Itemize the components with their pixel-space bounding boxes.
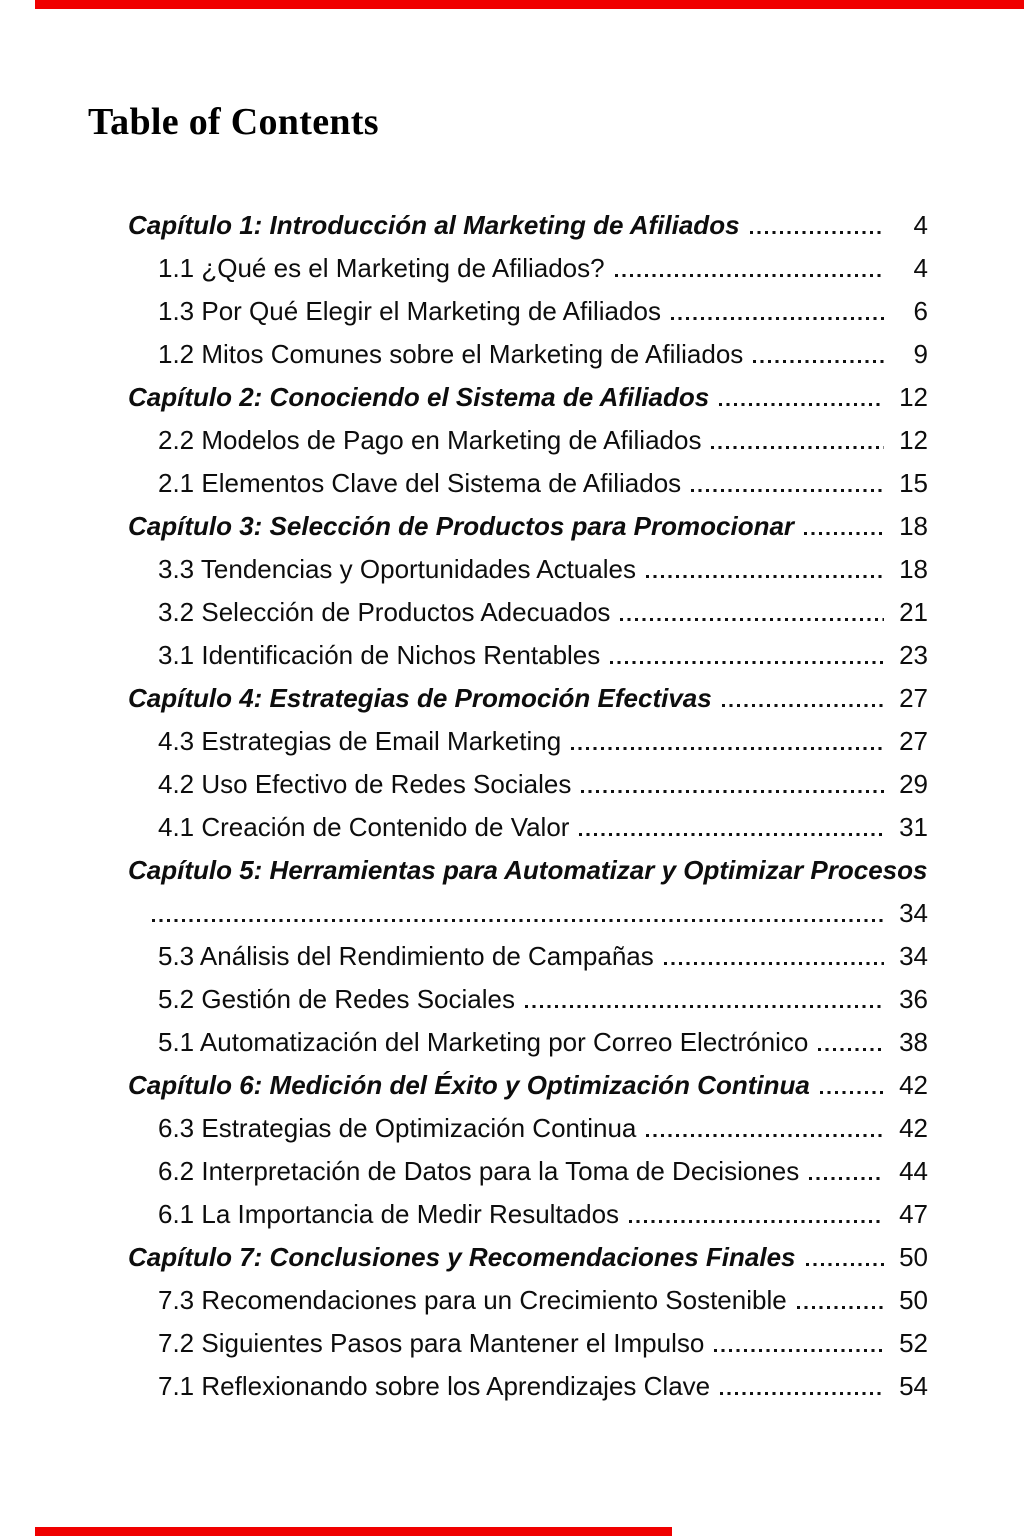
- toc-chapter-entry: [128, 677, 928, 720]
- dot-leader: [750, 231, 884, 234]
- toc-chapter-entry: [128, 1064, 928, 1107]
- toc-entry-page: 31: [899, 812, 928, 842]
- toc-entry-page: 47: [899, 1199, 928, 1229]
- toc-sub-entry: [128, 1279, 928, 1322]
- toc-entry-label: 1.1 ¿Qué es el Marketing de Afiliados?: [158, 253, 605, 283]
- dot-leader: [720, 1392, 884, 1395]
- dot-leader: [691, 489, 884, 492]
- toc-entry-label: 3.1 Identificación de Nichos Rentables: [158, 640, 601, 670]
- toc-chapter-entry: [128, 204, 928, 247]
- toc-sub-entry: [128, 1021, 928, 1064]
- dot-leader: [581, 790, 884, 793]
- toc-entry-label: Capítulo 1: Introducción al Marketing de Afiliados: [128, 210, 740, 240]
- toc-entry-page: 50: [899, 1285, 928, 1315]
- toc-entry-page: 12: [899, 425, 928, 455]
- toc-entry-label: 2.2 Modelos de Pago en Marketing de Afiliados: [158, 425, 702, 455]
- toc-sub-entry: [128, 720, 928, 763]
- dot-leader: [646, 1134, 884, 1137]
- toc-entry-label: Capítulo 7: Conclusiones y Recomendaciones Finales: [128, 1242, 796, 1272]
- toc-sub-entry: [128, 1322, 928, 1365]
- dot-leader: [579, 833, 884, 836]
- toc-sub-entry: [128, 462, 928, 505]
- toc-entry-label: Capítulo 4: Estrategias de Promoción Efectivas: [128, 683, 712, 713]
- toc-entry-label: 5.3 Análisis del Rendimiento de Campañas: [158, 941, 654, 971]
- toc-entry-label: 5.1 Automatización del Marketing por Correo Electrónico: [158, 1027, 809, 1057]
- page-title: Table of Contents: [88, 101, 379, 143]
- toc-entry-label: 6.3 Estrategias de Optimización Continua: [158, 1113, 637, 1143]
- toc-sub-entry: [128, 333, 928, 376]
- toc-sub-entry: [128, 419, 928, 462]
- toc-entry-page: 52: [899, 1328, 928, 1358]
- toc-entry-label: 7.1 Reflexionando sobre los Aprendizajes Clave: [158, 1371, 711, 1401]
- toc-entry-page: 23: [899, 640, 928, 670]
- dot-leader: [664, 962, 884, 965]
- toc-entry-page: 9: [913, 339, 928, 369]
- dot-leader: [711, 446, 884, 449]
- dot-leader: [615, 274, 884, 277]
- dot-leader: [753, 360, 884, 363]
- dot-leader: [671, 317, 884, 320]
- toc-sub-entry: [128, 1193, 928, 1236]
- toc-entry-page: 27: [899, 683, 928, 713]
- dot-leader: [152, 919, 884, 922]
- toc-entry-label: 1.2 Mitos Comunes sobre el Marketing de Afiliados: [158, 339, 744, 369]
- toc-sub-entry: [128, 935, 928, 978]
- toc-entry-label: 1.3 Por Qué Elegir el Marketing de Afiliados: [158, 296, 661, 326]
- toc-entry-page: 44: [899, 1156, 928, 1186]
- toc-entry-page: 42: [899, 1113, 928, 1143]
- dot-leader: [818, 1048, 884, 1051]
- toc-chapter-entry: [128, 505, 928, 548]
- toc-entry-page: 34: [899, 898, 928, 928]
- dot-leader: [610, 661, 884, 664]
- toc-sub-entry: [128, 591, 928, 634]
- toc-entry-page: 15: [899, 468, 928, 498]
- toc-entry-page: 34: [899, 941, 928, 971]
- toc-entry-label: 7.2 Siguientes Pasos para Mantener el Impulso: [158, 1328, 705, 1358]
- toc-entry-label: 3.2 Selección de Productos Adecuados: [158, 597, 611, 627]
- toc-entry-page: 50: [899, 1242, 928, 1272]
- toc-sub-entry: [128, 763, 928, 806]
- toc-entry-label: 4.2 Uso Efectivo de Redes Sociales: [158, 769, 572, 799]
- toc-sub-entry: [128, 1107, 928, 1150]
- toc-entry-page: 4: [913, 210, 928, 240]
- toc-entry-page: 6: [913, 296, 928, 326]
- dot-leader: [620, 618, 884, 621]
- toc-entry-label: Capítulo 5: Herramientas para Automatizar y Optimizar Procesos: [128, 855, 928, 885]
- toc-entry-page: 4: [913, 253, 928, 283]
- toc-sub-entry: [128, 548, 928, 591]
- dot-leader: [571, 747, 884, 750]
- dot-leader: [797, 1306, 884, 1309]
- dot-leader: [722, 704, 884, 707]
- toc-entry-label: 6.2 Interpretación de Datos para la Toma de Decisiones: [158, 1156, 800, 1186]
- toc-entry-label: 5.2 Gestión de Redes Sociales: [158, 984, 515, 1014]
- top-red-bar: [35, 0, 1024, 9]
- toc-entry-label: 2.1 Elementos Clave del Sistema de Afiliados: [158, 468, 682, 498]
- toc-list: [128, 204, 928, 1408]
- dot-leader: [629, 1220, 884, 1223]
- toc-entry-page: 42: [899, 1070, 928, 1100]
- toc-entry-page: 12: [899, 382, 928, 412]
- dot-leader: [719, 403, 884, 406]
- toc-entry-label: 6.1 La Importancia de Medir Resultados: [158, 1199, 620, 1229]
- toc-entry-page: 36: [899, 984, 928, 1014]
- toc-entry-page: 54: [899, 1371, 928, 1401]
- toc-entry-label: 4.1 Creación de Contenido de Valor: [158, 812, 570, 842]
- toc-sub-entry: [128, 290, 928, 333]
- dot-leader: [525, 1005, 884, 1008]
- dot-leader: [806, 1263, 885, 1266]
- toc-sub-entry: [128, 978, 928, 1021]
- dot-leader: [804, 532, 884, 535]
- toc-entry-page: 38: [899, 1027, 928, 1057]
- toc-chapter-entry: [128, 1236, 928, 1279]
- toc-entry-page: 18: [899, 511, 928, 541]
- bottom-red-bar: [35, 1527, 672, 1536]
- dot-leader: [714, 1349, 884, 1352]
- toc-sub-entry: [128, 1150, 928, 1193]
- dot-leader: [646, 575, 884, 578]
- toc-entry-label: 7.3 Recomendaciones para un Crecimiento Sostenible: [158, 1285, 787, 1315]
- toc-sub-entry: [128, 247, 928, 290]
- toc-entry-page: 21: [899, 597, 928, 627]
- toc-entry-label: Capítulo 3: Selección de Productos para Promocionar: [128, 511, 795, 541]
- toc-entry-label: 3.3 Tendencias y Oportunidades Actuales: [158, 554, 636, 584]
- toc-sub-entry: [128, 1365, 928, 1408]
- toc-entry-page: 27: [899, 726, 928, 756]
- toc-chapter-entry: [128, 376, 928, 419]
- toc-sub-entry: [128, 806, 928, 849]
- toc-sub-entry: [128, 634, 928, 677]
- toc-entry-continuation: [128, 892, 928, 935]
- toc-chapter-entry: [128, 849, 928, 892]
- toc-entry-page: 29: [899, 769, 928, 799]
- toc-entry-page: 18: [899, 554, 928, 584]
- dot-leader: [809, 1177, 884, 1180]
- toc-entry-label: 4.3 Estrategias de Email Marketing: [158, 726, 562, 756]
- toc-entry-label: Capítulo 2: Conociendo el Sistema de Afiliados: [128, 382, 710, 412]
- dot-leader: [820, 1091, 884, 1094]
- toc-entry-label: Capítulo 6: Medición del Éxito y Optimización Continua: [128, 1070, 810, 1100]
